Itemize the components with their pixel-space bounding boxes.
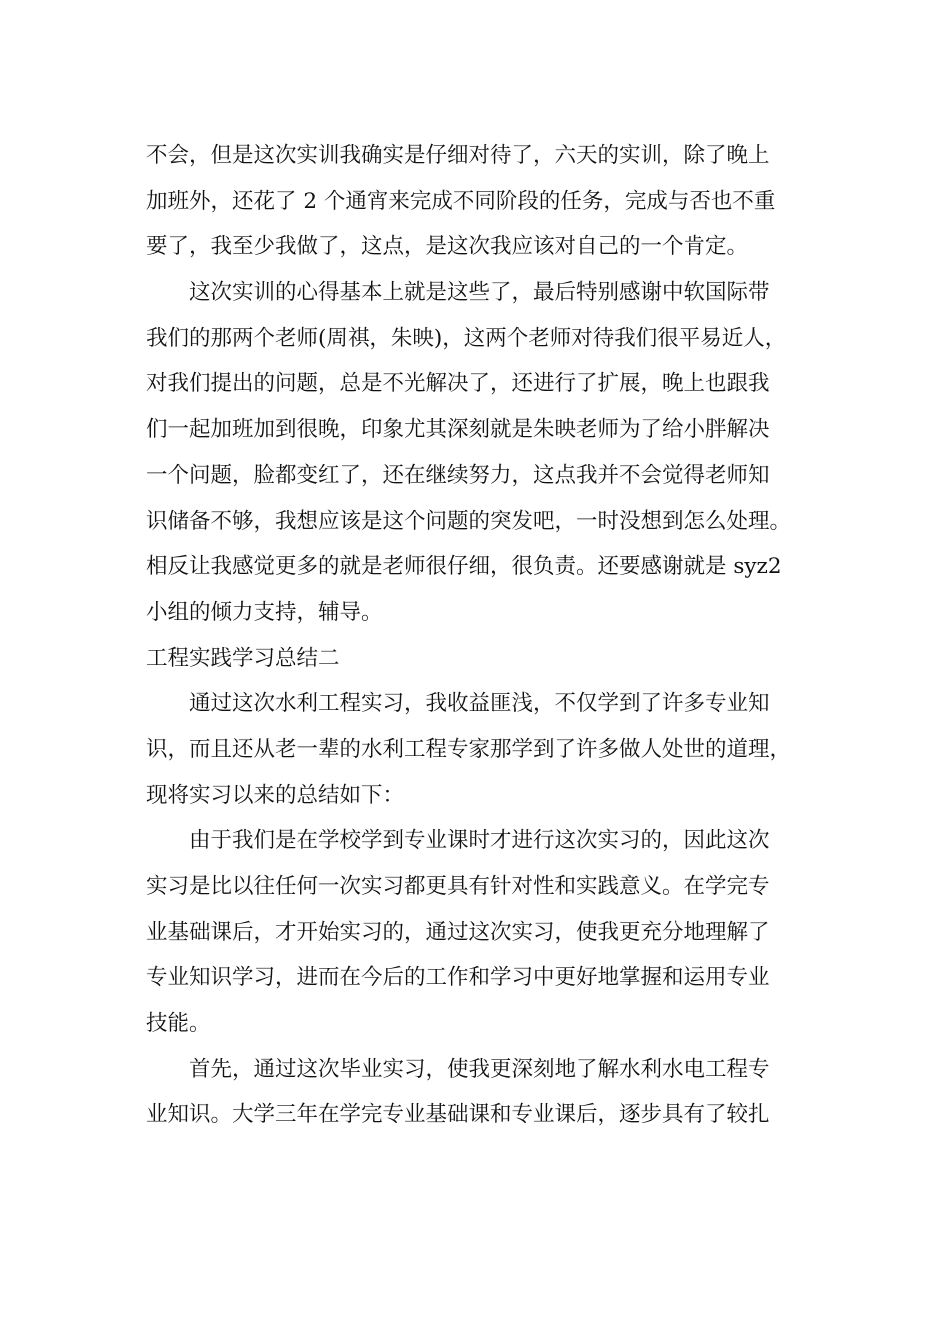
text-line: 识，而且还从老一辈的水利工程专家那学到了许多做人处世的道理，: [146, 736, 792, 762]
text-line: 通过这次水利工程实习，我收益匪浅，不仅学到了许多专业知: [189, 691, 770, 717]
text-line: 这次实训的心得基本上就是这些了，最后特别感谢中软国际带: [189, 280, 770, 306]
text-line: 对我们提出的问题，总是不光解决了，还进行了扩展，晚上也跟我: [146, 371, 770, 397]
text-line: 识储备不够，我想应该是这个问题的突发吧，一时没想到怎么处理。: [146, 508, 792, 534]
text-line: 我们的那两个老师(周祺，朱映)，这两个老师对待我们很平易近人，: [146, 325, 787, 351]
text-line: 要了，我至少我做了，这点，是这次我应该对自己的一个肯定。: [146, 234, 749, 260]
text-line: 一个问题，脸都变红了，还在继续努力，这点我并不会觉得老师知: [146, 462, 770, 488]
text-line: 技能。: [146, 1011, 211, 1037]
text-line: 业基础课后，才开始实习的，通过这次实习，使我更充分地理解了: [146, 919, 770, 945]
text-line: 专业知识学习，进而在今后的工作和学习中更好地掌握和运用专业: [146, 965, 770, 991]
text-line: 实习是比以往任何一次实习都更具有针对性和实践意义。在学完专: [146, 874, 770, 899]
text-line: 相反让我感觉更多的就是老师很仔细，很负责。还要感谢就是 syz2: [146, 554, 782, 580]
text-line: 工程实践学习总结二: [146, 645, 340, 671]
text-line: 们一起加班加到很晚，印象尤其深刻就是朱映老师为了给小胖解决: [146, 417, 770, 443]
text-line: 首先，通过这次毕业实习，使我更深刻地了解水利水电工程专: [189, 1056, 770, 1082]
document-body: [146, 133, 816, 1138]
text-line: 由于我们是在学校学到专业课时才进行这次实习的，因此这次: [189, 828, 770, 854]
text-line: 不会，但是这次实训我确实是仔细对待了，六天的实训，除了晚上: [146, 143, 770, 168]
text-line: 现将实习以来的总结如下：: [146, 782, 405, 808]
text-line: 加班外，还花了 2 个通宵来完成不同阶段的任务，完成与否也不重: [146, 188, 776, 214]
text-line: 小组的倾力支持，辅导。: [146, 599, 383, 625]
text-line: 业知识。大学三年在学完专业基础课和专业课后，逐步具有了较扎: [146, 1102, 770, 1128]
